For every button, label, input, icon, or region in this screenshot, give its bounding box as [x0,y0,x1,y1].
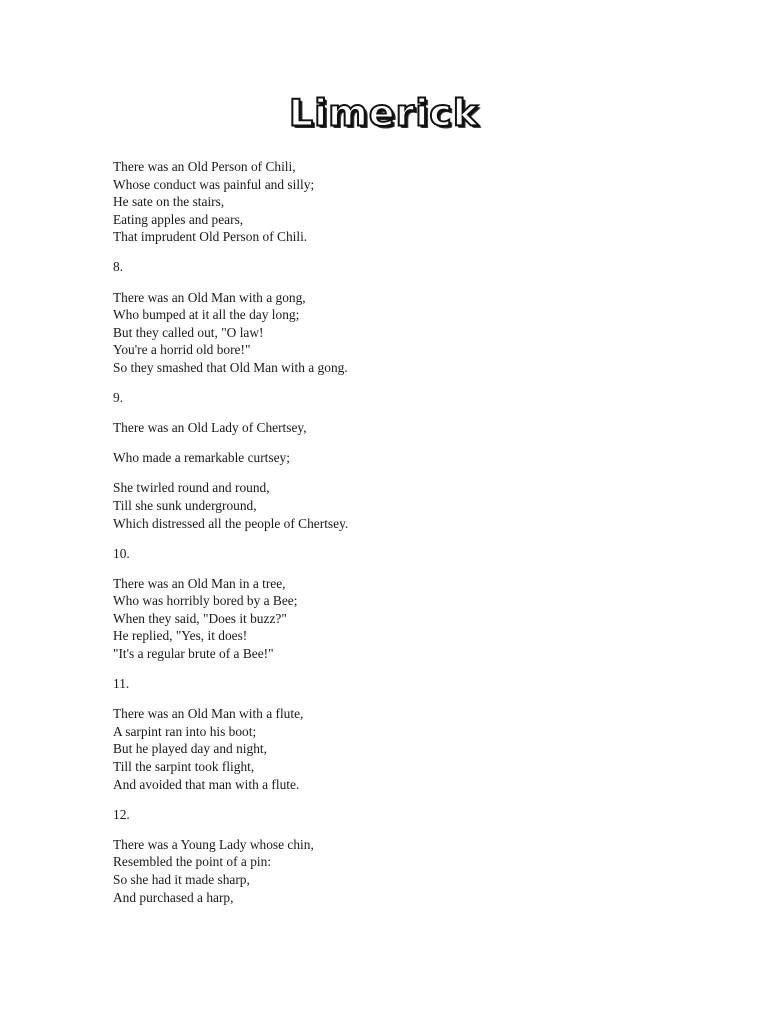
poem-line: A sarpint ran into his boot; [113,723,257,739]
poem-line: Which distressed all the people of Chertsey. [113,515,349,531]
stanza-number [113,258,673,276]
poem-line: Till she sunk underground, [113,497,257,513]
poem-line: Who was horribly bored by a Bee; [113,593,298,609]
stanza [113,836,673,906]
poem-line: She twirled round and round, [113,480,270,496]
stanza [113,575,673,663]
poem-line: So they smashed that Old Man with a gong. [113,359,348,375]
poem-line: Who bumped at it all the day long; [113,307,300,323]
poem-line: There was an Old Man in a tree, [113,575,286,591]
poem-line: There was an Old Lady of Chertsey, [113,420,307,436]
poem-text [113,158,673,919]
stanza [113,419,673,437]
stanza-number-text: 8. [113,259,124,275]
poem-line: There was an Old Man with a flute, [113,706,304,722]
stanza [113,479,673,532]
stanza-number [113,389,673,407]
poem-line: And avoided that man with a flute. [113,776,300,792]
poem-line: He replied, "Yes, it does! [113,628,248,644]
stanza-number-text: 9. [113,390,124,406]
stanza-number [113,545,673,563]
poem-line: But he played day and night, [113,741,267,757]
poem-line: There was a Young Lady whose chin, [113,836,314,852]
stanza [113,449,673,467]
stanza-number-text: 10. [113,545,130,561]
stanza-number-text: 12. [113,806,130,822]
poem-line: But they called out, "O law! [113,324,264,340]
stanza-number [113,675,673,693]
stanza-number [113,806,673,824]
poem-line: Eating apples and pears, [113,211,244,227]
poem-line: Till the sarpint took flight, [113,759,255,775]
poem-line: He sate on the stairs, [113,194,225,210]
stanza-number-text: 11. [113,676,130,692]
title-area [0,94,768,132]
poem-line: There was an Old Man with a gong, [113,289,306,305]
poem-line: Whose conduct was painful and silly; [113,176,315,192]
poem-line: Who made a remarkable curtsey; [113,450,290,466]
poem-line: You're a horrid old bore!" [113,342,251,358]
stanza [113,158,673,246]
page-title: Limerick [288,92,480,134]
poem-line: There was an Old Person of Chili, [113,159,296,174]
poem-line: So she had it made sharp, [113,872,250,887]
poem-line: That imprudent Old Person of Chili. [113,229,308,245]
poem-line: And purchased a harp, [113,889,234,905]
poem-line: When they said, "Does it buzz?" [113,610,287,626]
stanza [113,289,673,377]
stanza [113,705,673,793]
poem-line: Resembled the point of a pin: [113,854,272,870]
poem-line: "It's a regular brute of a Bee!" [113,646,274,662]
